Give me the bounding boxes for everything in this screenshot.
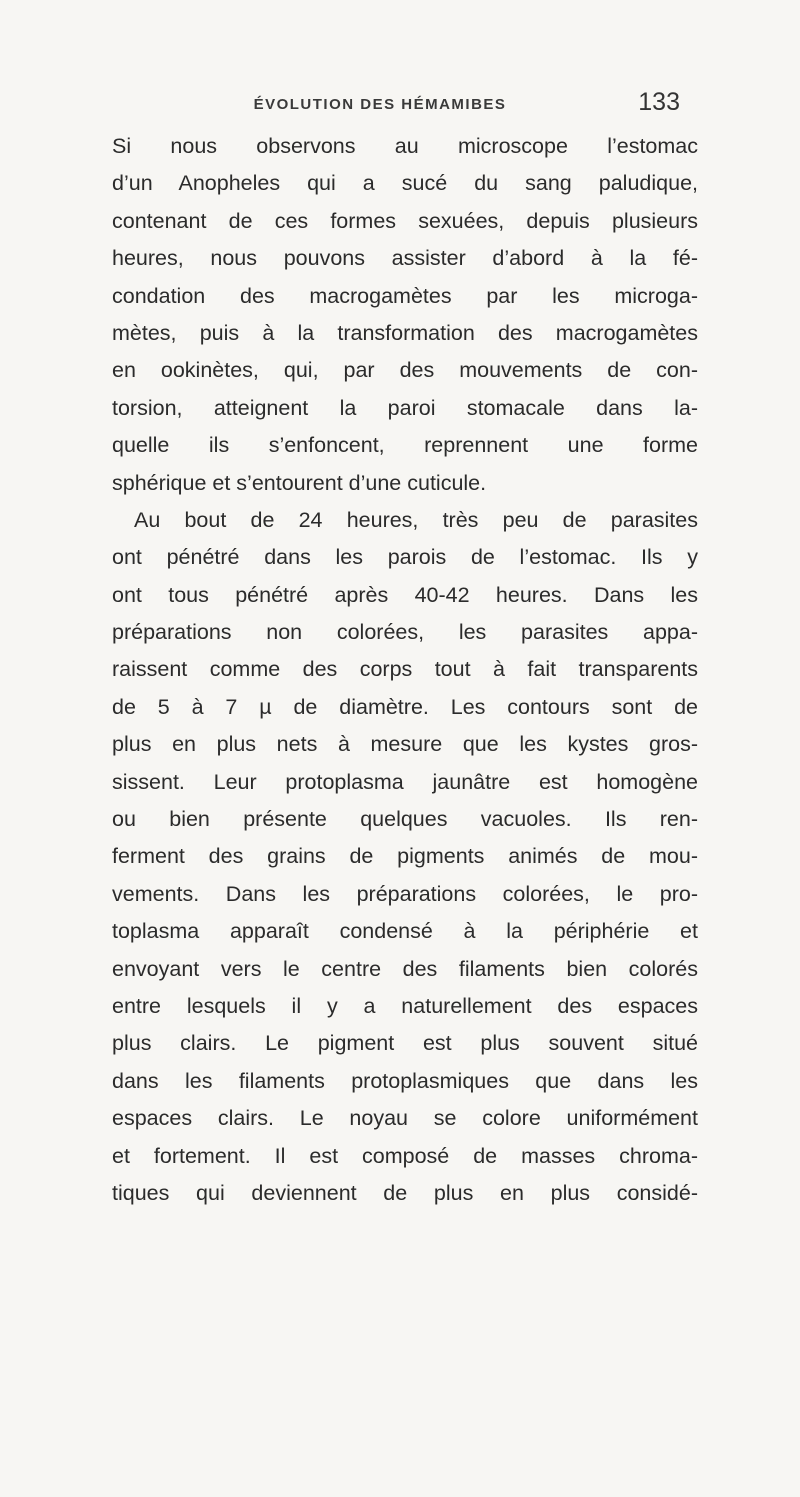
running-head (160, 82, 680, 122)
text-line: vements. Dans les préparations colorées, le pro- (112, 881, 698, 906)
text-line: ou bien présente quelques vacuoles. Ils ren- (112, 807, 698, 832)
text-line: ont tous pénétré après 40-42 heures. Dans les (112, 582, 698, 607)
text-line: entre lesquels il y a naturellement des espaces (112, 993, 698, 1018)
text-line: sissent. Leur protoplasma jaunâtre est homogène (112, 769, 698, 794)
text-line: dans les filaments protoplasmiques que dans les (112, 1068, 698, 1093)
text-line: espaces clairs. Le noyau se colore uniformément (112, 1106, 698, 1131)
text-line: envoyant vers le centre des filaments bien colorés (112, 956, 698, 981)
text-line: mètes, puis à la transformation des macrogamètes (112, 320, 698, 345)
text-line: tiques qui deviennent de plus en plus considé- (112, 1180, 698, 1205)
page-number: 133 (638, 88, 680, 116)
text-line: et fortement. Il est composé de masses chroma- (112, 1143, 698, 1168)
body-text (112, 128, 698, 1212)
text-line: Si nous observons au microscope l’estomac (112, 134, 698, 158)
text-line: ferment des grains de pigments animés de mou- (112, 844, 698, 869)
running-title: ÉVOLUTION DES HÉMAMIBES (253, 96, 507, 113)
text-line: quelle ils s’enfoncent, reprennent une forme (112, 433, 698, 458)
text-line: contenant de ces formes sexuées, depuis plusieurs (112, 208, 698, 233)
text-line: heures, nous pouvons assister d’abord à la fé- (112, 246, 698, 271)
text-line: toplasma apparaît condensé à la périphérie et (112, 919, 698, 944)
text-line: plus clairs. Le pigment est plus souvent situé (112, 1031, 698, 1056)
text-line: plus en plus nets à mesure que les kystes gros- (112, 732, 698, 757)
text-line: d’un Anopheles qui a sucé du sang paludique, (112, 171, 698, 196)
text-line: raissent comme des corps tout à fait transparents (112, 657, 698, 682)
text-line: de 5 à 7 µ de diamètre. Les contours sont de (112, 694, 698, 719)
text-line: sphérique et s’entourent d’une cuticule. (112, 470, 487, 495)
text-line: Au bout de 24 heures, très peu de parasites (134, 507, 698, 532)
text-line: condation des macrogamètes par les microga- (112, 283, 698, 308)
text-line: en ookinètes, qui, par des mouvements de con- (112, 358, 698, 383)
text-line: ont pénétré dans les parois de l’estomac. Ils y (112, 545, 698, 570)
text-line: préparations non colorées, les parasites appa- (112, 620, 698, 645)
text-line: torsion, atteignent la paroi stomacale dans la- (112, 395, 698, 420)
